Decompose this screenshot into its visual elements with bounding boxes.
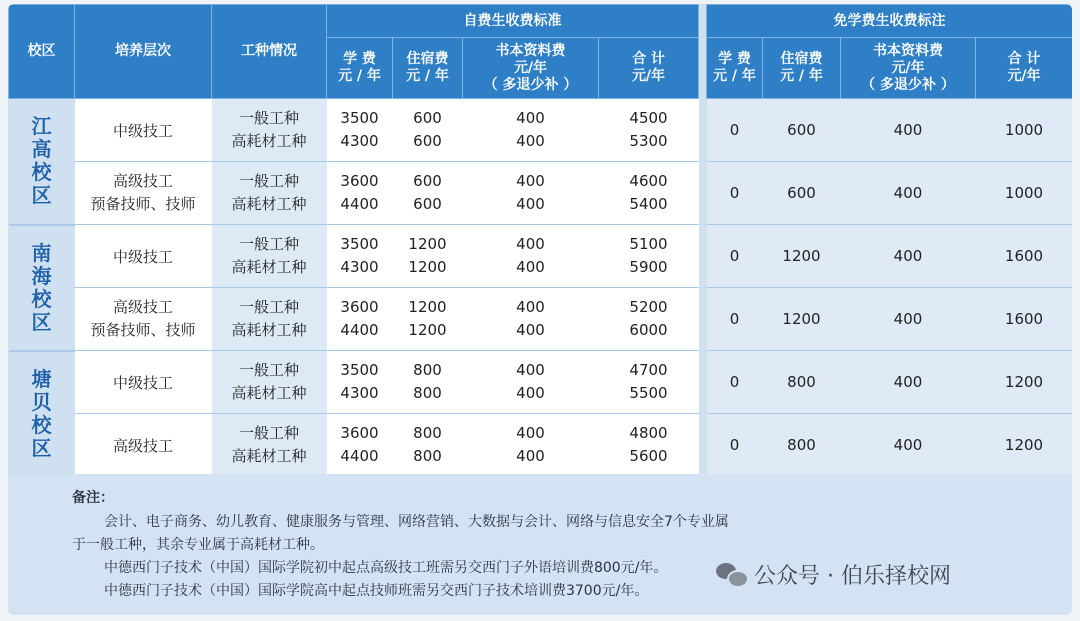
self-total-cell: 4800 5600 xyxy=(599,414,699,477)
free-dorm-cell: 600 xyxy=(763,99,841,162)
free-books-cell: 400 xyxy=(841,225,976,288)
kind-cell: 一般工种 高耗材工种 xyxy=(212,162,327,225)
level-cell: 中级技工 xyxy=(75,99,212,162)
header-free-dorm: 住宿费 元 / 年 xyxy=(763,38,841,99)
self-dorm-cell: 1200 1200 xyxy=(393,225,463,288)
free-tuition-cell: 0 xyxy=(707,288,763,351)
notes-line: 于一般工种，其余专业属于高耗材工种。 xyxy=(72,537,324,553)
self-dorm-cell: 800 800 xyxy=(393,414,463,477)
level-cell: 高级技工 预备技师、技师 xyxy=(75,288,212,351)
table-row xyxy=(9,288,1073,351)
self-tuition-cell: 3500 4300 xyxy=(327,351,393,414)
campus-name: 塘贝校区 xyxy=(9,351,75,477)
fee-table xyxy=(8,4,1072,478)
self-books-cell: 400 400 xyxy=(463,351,599,414)
level-cell: 中级技工 xyxy=(75,225,212,288)
free-books-cell: 400 xyxy=(841,99,976,162)
notes-section xyxy=(8,474,1072,615)
self-books-cell: 400 400 xyxy=(463,99,599,162)
header-gap xyxy=(699,5,707,99)
self-dorm-cell: 600 600 xyxy=(393,162,463,225)
free-tuition-cell: 0 xyxy=(707,414,763,477)
notes-title: 备注： xyxy=(72,490,114,506)
free-tuition-cell: 0 xyxy=(707,99,763,162)
table-row xyxy=(9,225,1073,288)
self-books-cell: 400 400 xyxy=(463,288,599,351)
header-free-books: 书本资料费 元/年 （ 多退少补 ） xyxy=(841,38,976,99)
header-self-tuition: 学 费 元 / 年 xyxy=(327,38,393,99)
header-campus: 校区 xyxy=(9,5,75,99)
free-books-cell: 400 xyxy=(841,351,976,414)
free-dorm-cell: 600 xyxy=(763,162,841,225)
free-dorm-cell: 1200 xyxy=(763,225,841,288)
header-free-group: 免学费生收费标注 xyxy=(707,5,1073,38)
free-tuition-cell: 0 xyxy=(707,162,763,225)
free-books-cell: 400 xyxy=(841,414,976,477)
header-self-total: 合 计 元/年 xyxy=(599,38,699,99)
self-tuition-cell: 3500 4300 xyxy=(327,225,393,288)
free-dorm-cell: 1200 xyxy=(763,288,841,351)
self-total-cell: 4700 5500 xyxy=(599,351,699,414)
header-level: 培养层次 xyxy=(75,5,212,99)
self-total-cell: 5100 5900 xyxy=(599,225,699,288)
table-row xyxy=(9,162,1073,225)
free-books-cell: 400 xyxy=(841,162,976,225)
fee-table-panel xyxy=(8,4,1072,615)
self-books-cell: 400 400 xyxy=(463,162,599,225)
self-tuition-cell: 3600 4400 xyxy=(327,288,393,351)
self-total-cell: 5200 6000 xyxy=(599,288,699,351)
level-cell: 中级技工 xyxy=(75,351,212,414)
free-dorm-cell: 800 xyxy=(763,414,841,477)
self-total-cell: 4500 5300 xyxy=(599,99,699,162)
campus-name: 南海校区 xyxy=(9,225,75,351)
campus-name: 江高校区 xyxy=(9,99,75,225)
self-dorm-cell: 1200 1200 xyxy=(393,288,463,351)
kind-cell: 一般工种 高耗材工种 xyxy=(212,225,327,288)
header-self-dorm: 住宿费 元 / 年 xyxy=(393,38,463,99)
header-kind: 工种情况 xyxy=(212,5,327,99)
level-cell: 高级技工 预备技师、技师 xyxy=(75,162,212,225)
watermark xyxy=(716,556,951,592)
free-total-cell: 1200 xyxy=(976,351,1073,414)
self-tuition-cell: 3500 4300 xyxy=(327,99,393,162)
self-total-cell: 4600 5400 xyxy=(599,162,699,225)
header-self-group: 自费生收费标准 xyxy=(327,5,699,38)
wechat-icon xyxy=(716,561,746,587)
watermark-text: 公众号 · 伯乐择校网 xyxy=(754,563,951,589)
free-total-cell: 1200 xyxy=(976,414,1073,477)
free-total-cell: 1000 xyxy=(976,162,1073,225)
free-total-cell: 1600 xyxy=(976,225,1073,288)
header-free-total: 合 计 元/年 xyxy=(976,38,1073,99)
free-books-cell: 400 xyxy=(841,288,976,351)
level-cell: 高级技工 xyxy=(75,414,212,477)
free-dorm-cell: 800 xyxy=(763,351,841,414)
kind-cell: 一般工种 高耗材工种 xyxy=(212,99,327,162)
free-total-cell: 1600 xyxy=(976,288,1073,351)
self-dorm-cell: 600 600 xyxy=(393,99,463,162)
free-total-cell: 1000 xyxy=(976,99,1073,162)
self-books-cell: 400 400 xyxy=(463,225,599,288)
kind-cell: 一般工种 高耗材工种 xyxy=(212,414,327,477)
header-free-tuition: 学 费 元 / 年 xyxy=(707,38,763,99)
notes-line: 中德西门子技术（中国）国际学院初中起点高级技工班需另交西门子外语培训费800元/年。 xyxy=(104,560,668,576)
self-tuition-cell: 3600 4400 xyxy=(327,162,393,225)
table-row xyxy=(9,99,1073,162)
header-self-books: 书本资料费 元/年 （ 多退少补 ） xyxy=(463,38,599,99)
kind-cell: 一般工种 高耗材工种 xyxy=(212,288,327,351)
notes-line: 会计、电子商务、幼儿教育、健康服务与管理、网络营销、大数据与会计、网络与信息安全7个专业属 xyxy=(104,514,729,530)
self-books-cell: 400 400 xyxy=(463,414,599,477)
self-tuition-cell: 3600 4400 xyxy=(327,414,393,477)
kind-cell: 一般工种 高耗材工种 xyxy=(212,351,327,414)
notes-line: 中德西门子技术（中国）国际学院高中起点技师班需另交西门子技术培训费3700元/年。 xyxy=(104,583,649,599)
self-dorm-cell: 800 800 xyxy=(393,351,463,414)
table-row xyxy=(9,351,1073,414)
table-row xyxy=(9,414,1073,477)
free-tuition-cell: 0 xyxy=(707,351,763,414)
free-tuition-cell: 0 xyxy=(707,225,763,288)
